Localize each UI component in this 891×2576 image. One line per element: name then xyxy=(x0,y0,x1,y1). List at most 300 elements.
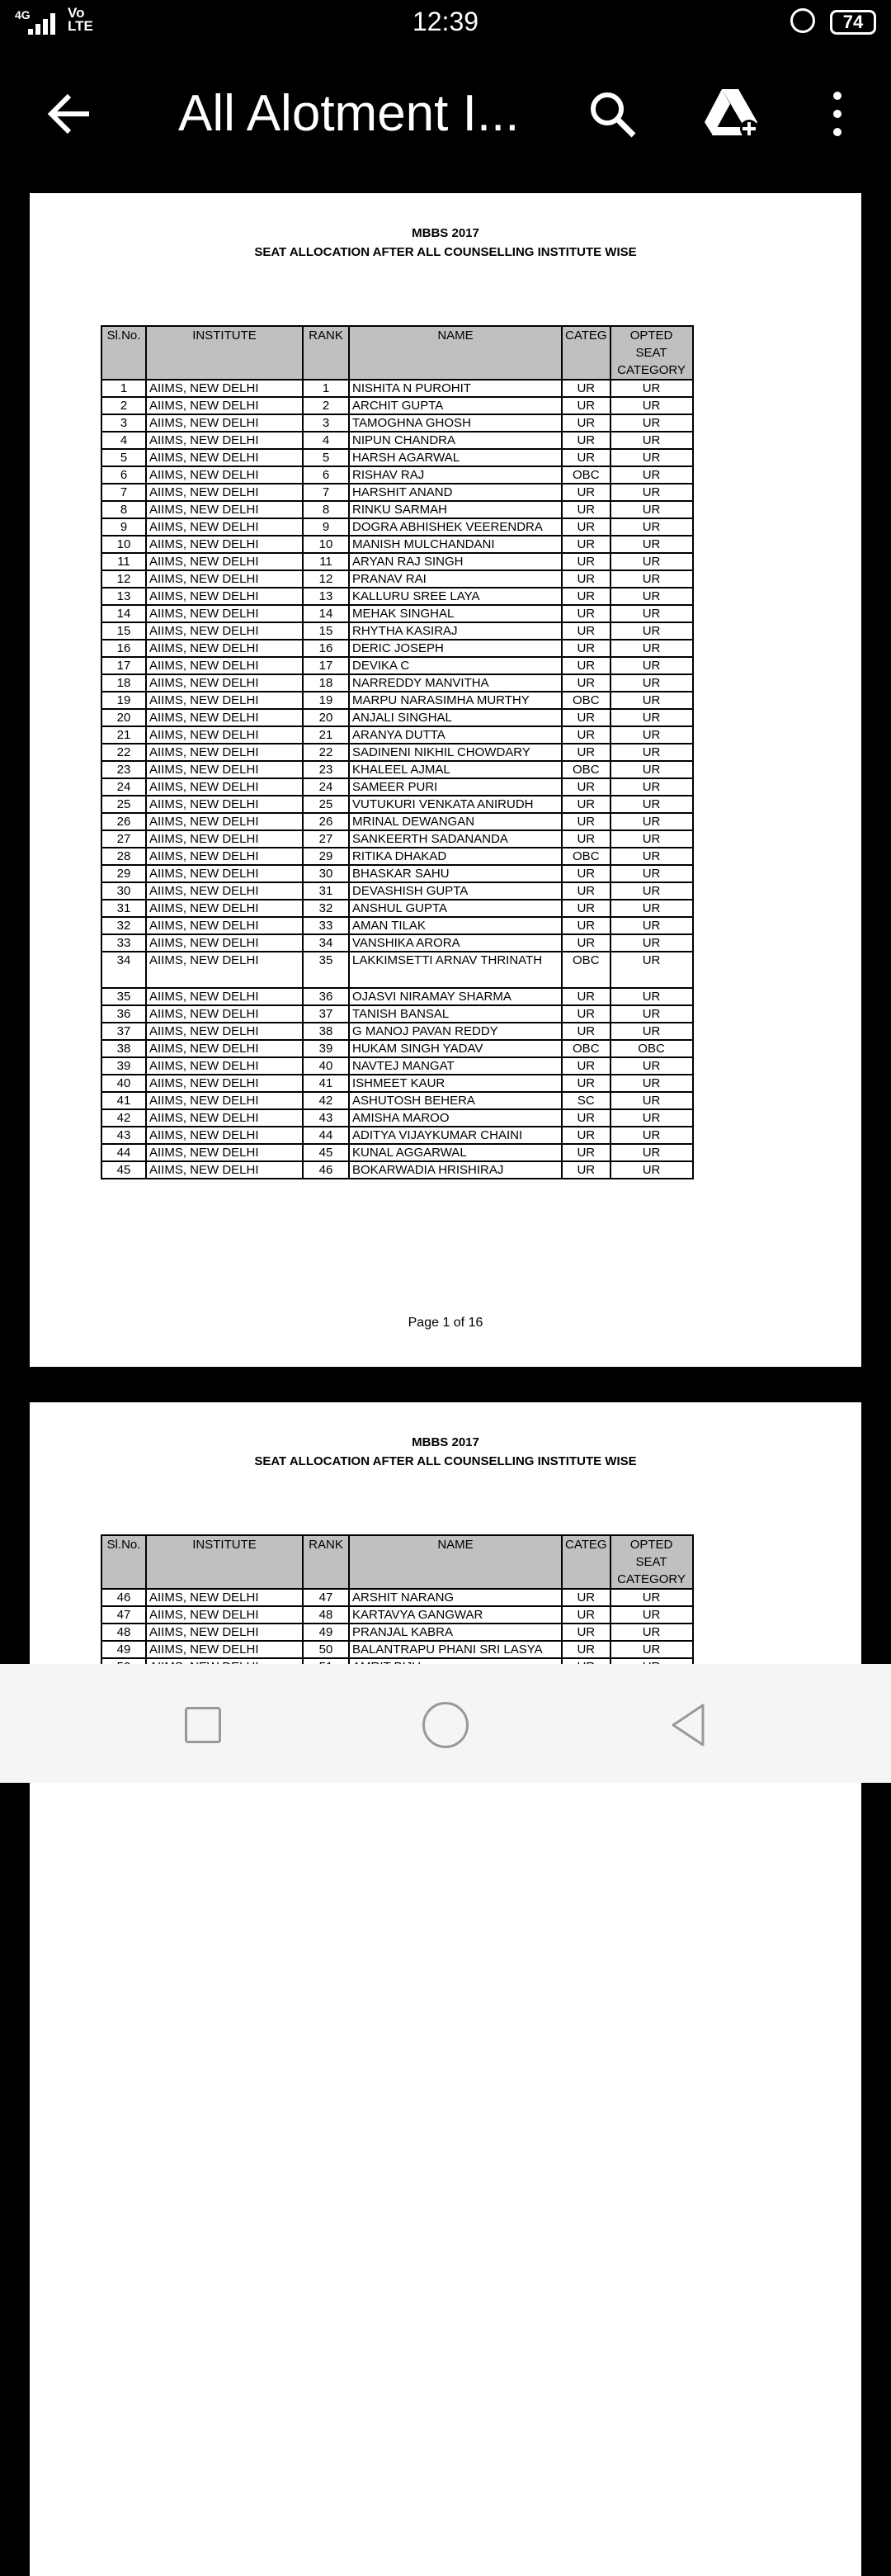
table-row xyxy=(101,1023,693,1040)
cell-name: DOGRA ABHISHEK VEERENDRA xyxy=(349,518,562,536)
table-header-row xyxy=(101,1535,693,1589)
cell-institute: AIIMS, NEW DELHI xyxy=(146,1606,303,1624)
header-slno: Sl.No. xyxy=(101,326,146,380)
cell-rank: 37 xyxy=(303,1005,349,1023)
cell-slno: 36 xyxy=(101,1005,146,1023)
table-row xyxy=(101,484,693,501)
cell-categ: UR xyxy=(562,917,610,934)
cell-slno: 29 xyxy=(101,865,146,882)
table-row xyxy=(101,988,693,1005)
table-row xyxy=(101,796,693,813)
cell-institute: AIIMS, NEW DELHI xyxy=(146,553,303,570)
cell-categ: UR xyxy=(562,414,610,432)
cell-rank: 12 xyxy=(303,570,349,588)
cell-categ: UR xyxy=(562,796,610,813)
cell-name: SANKEERTH SADANANDA xyxy=(349,830,562,848)
table-row xyxy=(101,934,693,952)
cell-name: RINKU SARMAH xyxy=(349,501,562,518)
cell-institute: AIIMS, NEW DELHI xyxy=(146,657,303,674)
cell-institute: AIIMS, NEW DELHI xyxy=(146,1161,303,1179)
cell-institute: AIIMS, NEW DELHI xyxy=(146,692,303,709)
cell-categ: UR xyxy=(562,1161,610,1179)
cell-name: HARSHIT ANAND xyxy=(349,484,562,501)
cell-opted-category: UR xyxy=(610,1005,693,1023)
cell-categ: UR xyxy=(562,397,610,414)
cell-categ: UR xyxy=(562,830,610,848)
cell-name: HUKAM SINGH YADAV xyxy=(349,1040,562,1057)
cell-institute: AIIMS, NEW DELHI xyxy=(146,1040,303,1057)
cell-rank: 4 xyxy=(303,432,349,449)
cell-institute: AIIMS, NEW DELHI xyxy=(146,501,303,518)
cell-name: DEVIKA C xyxy=(349,657,562,674)
cell-opted-category: UR xyxy=(610,1023,693,1040)
cell-institute: AIIMS, NEW DELHI xyxy=(146,640,303,657)
table-row xyxy=(101,952,693,988)
cell-institute: AIIMS, NEW DELHI xyxy=(146,622,303,640)
table-row xyxy=(101,657,693,674)
cell-categ: UR xyxy=(562,553,610,570)
cell-categ: UR xyxy=(562,813,610,830)
cell-name: TAMOGHNA GHOSH xyxy=(349,414,562,432)
cell-opted-category: UR xyxy=(610,988,693,1005)
cell-opted-category: UR xyxy=(610,449,693,466)
cell-categ: UR xyxy=(562,449,610,466)
table-row xyxy=(101,553,693,570)
cell-slno: 26 xyxy=(101,813,146,830)
cell-categ: UR xyxy=(562,570,610,588)
cell-name: ARANYA DUTTA xyxy=(349,726,562,744)
cell-slno: 12 xyxy=(101,570,146,588)
cell-slno: 1 xyxy=(101,380,146,397)
cell-categ: UR xyxy=(562,605,610,622)
cell-categ: OBC xyxy=(562,466,610,484)
cell-slno: 49 xyxy=(101,1641,146,1658)
cell-opted-category: UR xyxy=(610,726,693,744)
cell-rank: 18 xyxy=(303,674,349,692)
table-row xyxy=(101,900,693,917)
cell-rank: 25 xyxy=(303,796,349,813)
cell-categ: UR xyxy=(562,484,610,501)
cell-slno: 39 xyxy=(101,1057,146,1075)
cell-name: G MANOJ PAVAN REDDY xyxy=(349,1023,562,1040)
table-row xyxy=(101,518,693,536)
cell-rank: 2 xyxy=(303,397,349,414)
cell-opted-category: UR xyxy=(610,1606,693,1624)
cell-categ: UR xyxy=(562,674,610,692)
cell-slno: 21 xyxy=(101,726,146,744)
cell-opted-category: UR xyxy=(610,657,693,674)
cell-institute: AIIMS, NEW DELHI xyxy=(146,570,303,588)
cell-categ: UR xyxy=(562,1127,610,1144)
table-row xyxy=(101,1144,693,1161)
cell-name: KHALEEL AJMAL xyxy=(349,761,562,778)
cell-slno: 10 xyxy=(101,536,146,553)
cell-opted-category: UR xyxy=(610,744,693,761)
cell-opted-category: UR xyxy=(610,622,693,640)
cell-rank: 41 xyxy=(303,1075,349,1092)
cell-institute: AIIMS, NEW DELHI xyxy=(146,778,303,796)
cell-slno: 11 xyxy=(101,553,146,570)
cell-institute: AIIMS, NEW DELHI xyxy=(146,397,303,414)
cell-opted-category: UR xyxy=(610,466,693,484)
table-row xyxy=(101,449,693,466)
table-row xyxy=(101,726,693,744)
cell-institute: AIIMS, NEW DELHI xyxy=(146,414,303,432)
cell-rank: 13 xyxy=(303,588,349,605)
cell-rank: 50 xyxy=(303,1641,349,1658)
table-row xyxy=(101,865,693,882)
cell-name: NISHITA N PUROHIT xyxy=(349,380,562,397)
cell-institute: AIIMS, NEW DELHI xyxy=(146,900,303,917)
table-row xyxy=(101,1005,693,1023)
cell-categ: UR xyxy=(562,1606,610,1624)
header-categ: CATEG xyxy=(562,326,610,380)
cell-rank: 34 xyxy=(303,934,349,952)
pdf-page-2 xyxy=(30,1402,861,2576)
table-row xyxy=(101,466,693,484)
cell-slno: 28 xyxy=(101,848,146,865)
cell-slno: 30 xyxy=(101,882,146,900)
cell-institute: AIIMS, NEW DELHI xyxy=(146,466,303,484)
cell-slno: 38 xyxy=(101,1040,146,1057)
cell-opted-category: UR xyxy=(610,588,693,605)
cell-opted-category: UR xyxy=(610,761,693,778)
header-opted-category: OPTED SEAT CATEGORY xyxy=(610,1535,693,1589)
cell-opted-category: UR xyxy=(610,518,693,536)
cell-rank: 5 xyxy=(303,449,349,466)
cell-institute: AIIMS, NEW DELHI xyxy=(146,934,303,952)
cell-categ: OBC xyxy=(562,848,610,865)
cell-name: KARTAVYA GANGWAR xyxy=(349,1606,562,1624)
header-rank: RANK xyxy=(303,326,349,380)
cell-opted-category: UR xyxy=(610,709,693,726)
cell-opted-category: UR xyxy=(610,397,693,414)
table-row xyxy=(101,622,693,640)
table-row xyxy=(101,536,693,553)
cell-rank: 49 xyxy=(303,1624,349,1641)
cell-categ: UR xyxy=(562,1005,610,1023)
cell-opted-category: UR xyxy=(610,830,693,848)
table-row xyxy=(101,744,693,761)
cell-slno: 47 xyxy=(101,1606,146,1624)
cell-categ: UR xyxy=(562,709,610,726)
cell-rank: 35 xyxy=(303,952,349,988)
cell-rank: 6 xyxy=(303,466,349,484)
app-bar xyxy=(0,46,891,178)
cell-slno: 4 xyxy=(101,432,146,449)
cell-opted-category: UR xyxy=(610,1589,693,1606)
cell-categ: UR xyxy=(562,1109,610,1127)
cell-categ: UR xyxy=(562,988,610,1005)
cell-opted-category: UR xyxy=(610,1641,693,1658)
cell-categ: UR xyxy=(562,640,610,657)
cell-opted-category: UR xyxy=(610,414,693,432)
cell-institute: AIIMS, NEW DELHI xyxy=(146,865,303,882)
cell-rank: 33 xyxy=(303,917,349,934)
cell-institute: AIIMS, NEW DELHI xyxy=(146,1127,303,1144)
cell-rank: 3 xyxy=(303,414,349,432)
cell-opted-category: UR xyxy=(610,380,693,397)
cell-slno: 24 xyxy=(101,778,146,796)
page-title: MBBS 2017 xyxy=(412,1435,479,1449)
cell-rank: 45 xyxy=(303,1144,349,1161)
cell-institute: AIIMS, NEW DELHI xyxy=(146,726,303,744)
cell-opted-category: UR xyxy=(610,1075,693,1092)
cell-slno: 41 xyxy=(101,1092,146,1109)
table-row xyxy=(101,588,693,605)
cell-slno: 19 xyxy=(101,692,146,709)
cell-slno: 17 xyxy=(101,657,146,674)
cell-rank: 22 xyxy=(303,744,349,761)
cell-rank: 14 xyxy=(303,605,349,622)
cell-rank: 32 xyxy=(303,900,349,917)
table-row xyxy=(101,432,693,449)
table-row xyxy=(101,501,693,518)
table-row xyxy=(101,1641,693,1658)
cell-categ: UR xyxy=(562,1144,610,1161)
header-institute: INSTITUTE xyxy=(146,326,303,380)
cell-rank: 26 xyxy=(303,813,349,830)
cell-slno: 42 xyxy=(101,1109,146,1127)
cell-rank: 20 xyxy=(303,709,349,726)
page-subtitle: SEAT ALLOCATION AFTER ALL COUNSELLING INSTITUTE WISE xyxy=(254,1454,637,1468)
volte-indicator: Vo LTE xyxy=(68,5,93,34)
header-name: NAME xyxy=(349,326,562,380)
cell-opted-category: UR xyxy=(610,1109,693,1127)
cell-institute: AIIMS, NEW DELHI xyxy=(146,449,303,466)
cell-name: HARSH AGARWAL xyxy=(349,449,562,466)
cell-slno: 6 xyxy=(101,466,146,484)
cell-slno: 46 xyxy=(101,1589,146,1606)
cell-name: ARSHIT NARANG xyxy=(349,1589,562,1606)
table-row xyxy=(101,414,693,432)
cell-categ: UR xyxy=(562,588,610,605)
cell-name: MARPU NARASIMHA MURTHY xyxy=(349,692,562,709)
cell-opted-category: UR xyxy=(610,1057,693,1075)
cell-rank: 38 xyxy=(303,1023,349,1040)
cell-name: SADINENI NIKHIL CHOWDARY xyxy=(349,744,562,761)
table-row xyxy=(101,778,693,796)
document-title: All Alotment I... xyxy=(178,85,520,142)
recents-button[interactable] xyxy=(185,1707,221,1743)
cell-opted-category: UR xyxy=(610,501,693,518)
cell-slno: 23 xyxy=(101,761,146,778)
cell-institute: AIIMS, NEW DELHI xyxy=(146,1641,303,1658)
cell-institute: AIIMS, NEW DELHI xyxy=(146,761,303,778)
cell-opted-category: UR xyxy=(610,484,693,501)
cell-categ: OBC xyxy=(562,761,610,778)
cell-name: ARYAN RAJ SINGH xyxy=(349,553,562,570)
cell-name: MEHAK SINGHAL xyxy=(349,605,562,622)
back-arrow-icon[interactable] xyxy=(45,89,94,139)
cell-categ: OBC xyxy=(562,1040,610,1057)
cell-rank: 43 xyxy=(303,1109,349,1127)
cell-institute: AIIMS, NEW DELHI xyxy=(146,1092,303,1109)
table-row xyxy=(101,848,693,865)
cell-name: KALLURU SREE LAYA xyxy=(349,588,562,605)
cell-slno: 9 xyxy=(101,518,146,536)
cell-rank: 31 xyxy=(303,882,349,900)
cell-institute: AIIMS, NEW DELHI xyxy=(146,484,303,501)
cell-institute: AIIMS, NEW DELHI xyxy=(146,1057,303,1075)
network-type: 4G xyxy=(15,8,31,21)
cell-institute: AIIMS, NEW DELHI xyxy=(146,1589,303,1606)
cell-categ: UR xyxy=(562,622,610,640)
cell-rank: 27 xyxy=(303,830,349,848)
cell-institute: AIIMS, NEW DELHI xyxy=(146,988,303,1005)
table-row xyxy=(101,882,693,900)
table-row xyxy=(101,830,693,848)
cell-slno: 5 xyxy=(101,449,146,466)
cell-slno: 22 xyxy=(101,744,146,761)
cell-slno: 32 xyxy=(101,917,146,934)
clock: 12:39 xyxy=(412,7,479,36)
cell-opted-category: UR xyxy=(610,674,693,692)
cell-rank: 24 xyxy=(303,778,349,796)
cell-name: KUNAL AGGARWAL xyxy=(349,1144,562,1161)
cell-institute: AIIMS, NEW DELHI xyxy=(146,830,303,848)
cell-institute: AIIMS, NEW DELHI xyxy=(146,882,303,900)
cell-institute: AIIMS, NEW DELHI xyxy=(146,605,303,622)
rotation-lock-icon xyxy=(790,8,815,33)
cell-institute: AIIMS, NEW DELHI xyxy=(146,1624,303,1641)
cell-opted-category: UR xyxy=(610,865,693,882)
cell-name: OJASVI NIRAMAY SHARMA xyxy=(349,988,562,1005)
cell-categ: UR xyxy=(562,1624,610,1641)
cell-rank: 48 xyxy=(303,1606,349,1624)
cell-slno: 31 xyxy=(101,900,146,917)
cell-institute: AIIMS, NEW DELHI xyxy=(146,1109,303,1127)
cell-rank: 11 xyxy=(303,553,349,570)
table-row xyxy=(101,640,693,657)
cell-opted-category: UR xyxy=(610,692,693,709)
cell-name: VUTUKURI VENKATA ANIRUDH xyxy=(349,796,562,813)
table-header-row xyxy=(101,326,693,380)
table-row xyxy=(101,397,693,414)
cell-slno: 8 xyxy=(101,501,146,518)
cell-institute: AIIMS, NEW DELHI xyxy=(146,952,303,988)
table-row xyxy=(101,1589,693,1606)
table-row xyxy=(101,1075,693,1092)
more-options-icon[interactable] xyxy=(825,89,850,139)
cell-slno: 3 xyxy=(101,414,146,432)
table-row xyxy=(101,692,693,709)
cell-slno: 20 xyxy=(101,709,146,726)
cell-opted-category: UR xyxy=(610,882,693,900)
cell-institute: AIIMS, NEW DELHI xyxy=(146,380,303,397)
cell-opted-category: UR xyxy=(610,640,693,657)
table-row xyxy=(101,1624,693,1641)
cell-rank: 17 xyxy=(303,657,349,674)
header-rank: RANK xyxy=(303,1535,349,1589)
back-button[interactable] xyxy=(667,1702,713,1748)
allotment-table xyxy=(101,325,694,1179)
cell-categ: OBC xyxy=(562,952,610,988)
cell-slno: 18 xyxy=(101,674,146,692)
cell-name: MANISH MULCHANDANI xyxy=(349,536,562,553)
cell-rank: 44 xyxy=(303,1127,349,1144)
cell-categ: UR xyxy=(562,380,610,397)
search-icon[interactable] xyxy=(587,89,637,139)
cell-institute: AIIMS, NEW DELHI xyxy=(146,813,303,830)
cell-institute: AIIMS, NEW DELHI xyxy=(146,1005,303,1023)
cell-rank: 47 xyxy=(303,1589,349,1606)
cell-rank: 1 xyxy=(303,380,349,397)
header-opted-category: OPTED SEAT CATEGORY xyxy=(610,326,693,380)
page-subtitle: SEAT ALLOCATION AFTER ALL COUNSELLING INSTITUTE WISE xyxy=(254,245,637,259)
cell-categ: UR xyxy=(562,865,610,882)
drive-add-icon[interactable] xyxy=(703,87,761,139)
cell-rank: 16 xyxy=(303,640,349,657)
cell-institute: AIIMS, NEW DELHI xyxy=(146,536,303,553)
cell-categ: UR xyxy=(562,1057,610,1075)
cell-categ: UR xyxy=(562,1023,610,1040)
cell-slno: 37 xyxy=(101,1023,146,1040)
cell-opted-category: OBC xyxy=(610,1040,693,1057)
cell-rank: 10 xyxy=(303,536,349,553)
cell-slno: 7 xyxy=(101,484,146,501)
table-row xyxy=(101,1040,693,1057)
cell-name: VANSHIKA ARORA xyxy=(349,934,562,952)
cell-name: NARREDDY MANVITHA xyxy=(349,674,562,692)
cell-slno: 44 xyxy=(101,1144,146,1161)
cell-slno: 34 xyxy=(101,952,146,988)
cell-institute: AIIMS, NEW DELHI xyxy=(146,588,303,605)
cell-categ: UR xyxy=(562,882,610,900)
cell-slno: 27 xyxy=(101,830,146,848)
cell-name: RISHAV RAJ xyxy=(349,466,562,484)
cell-categ: UR xyxy=(562,744,610,761)
cell-categ: UR xyxy=(562,536,610,553)
cell-opted-category: UR xyxy=(610,1127,693,1144)
cell-rank: 8 xyxy=(303,501,349,518)
home-button[interactable] xyxy=(422,1702,469,1748)
cell-rank: 19 xyxy=(303,692,349,709)
cell-slno: 16 xyxy=(101,640,146,657)
cell-categ: SC xyxy=(562,1092,610,1109)
cell-slno: 35 xyxy=(101,988,146,1005)
cell-rank: 36 xyxy=(303,988,349,1005)
cell-name: ANSHUL GUPTA xyxy=(349,900,562,917)
cell-rank: 7 xyxy=(303,484,349,501)
cell-name: NAVTEJ MANGAT xyxy=(349,1057,562,1075)
cell-categ: UR xyxy=(562,934,610,952)
cell-opted-category: UR xyxy=(610,934,693,952)
cell-name: LAKKIMSETTI ARNAV THRINATH xyxy=(349,952,562,988)
pdf-page-1 xyxy=(30,193,861,1367)
cell-categ: UR xyxy=(562,518,610,536)
cell-opted-category: UR xyxy=(610,432,693,449)
cell-slno: 48 xyxy=(101,1624,146,1641)
cell-name: BALANTRAPU PHANI SRI LASYA xyxy=(349,1641,562,1658)
cell-institute: AIIMS, NEW DELHI xyxy=(146,796,303,813)
cell-institute: AIIMS, NEW DELHI xyxy=(146,1144,303,1161)
table-row xyxy=(101,1161,693,1179)
page-footer: Page 1 of 16 xyxy=(408,1316,483,1330)
battery-indicator: 74 xyxy=(830,10,876,35)
cell-name: ASHUTOSH BEHERA xyxy=(349,1092,562,1109)
cell-rank: 42 xyxy=(303,1092,349,1109)
cell-opted-category: UR xyxy=(610,796,693,813)
cell-opted-category: UR xyxy=(610,813,693,830)
cell-categ: UR xyxy=(562,778,610,796)
cell-institute: AIIMS, NEW DELHI xyxy=(146,432,303,449)
cell-name: DEVASHISH GUPTA xyxy=(349,882,562,900)
cell-rank: 21 xyxy=(303,726,349,744)
cell-rank: 29 xyxy=(303,848,349,865)
cell-institute: AIIMS, NEW DELHI xyxy=(146,518,303,536)
cell-slno: 33 xyxy=(101,934,146,952)
